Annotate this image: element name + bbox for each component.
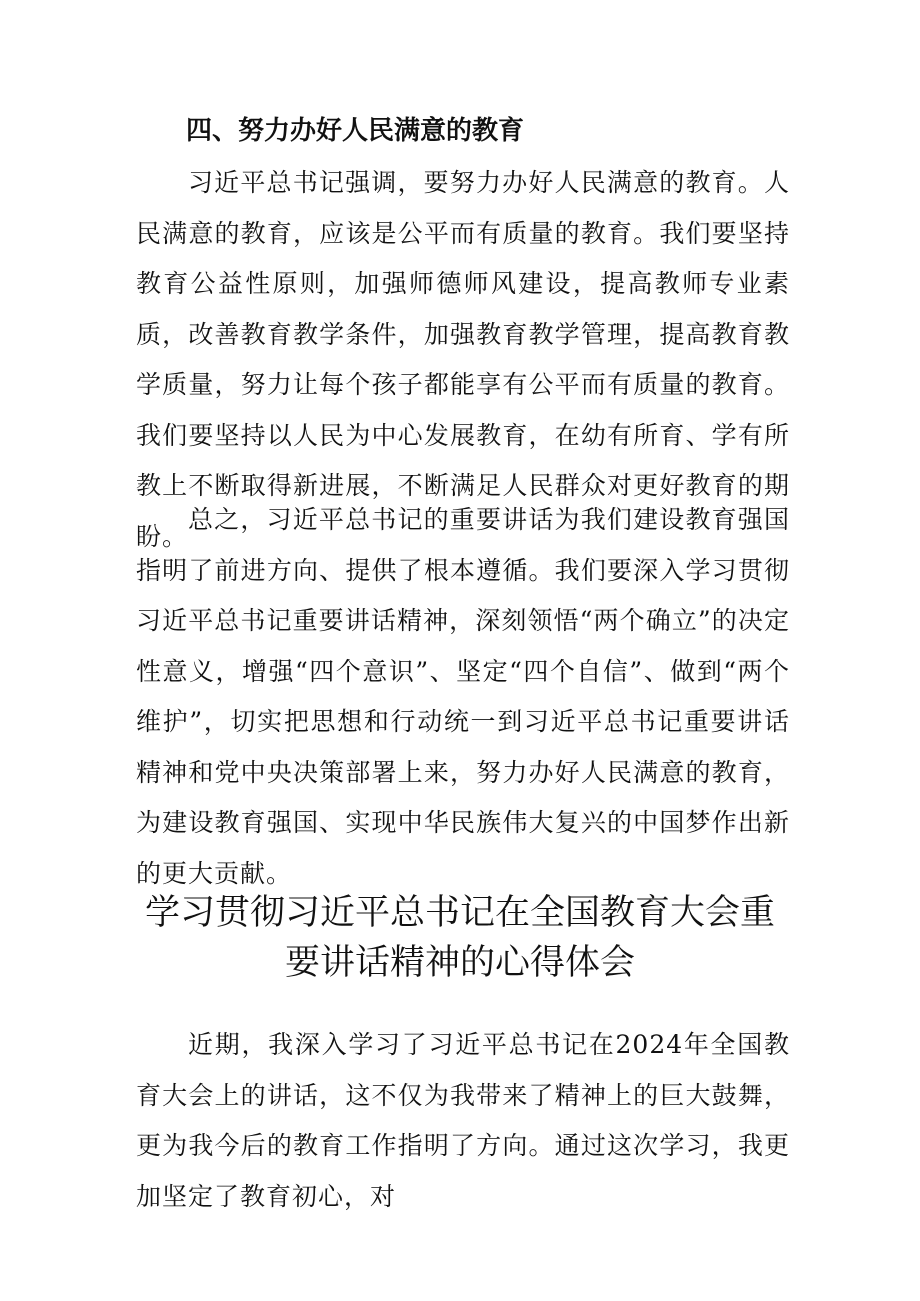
body-paragraph: 总之，习近平总书记的重要讲话为我们建设教育强国指明了前进方向、提供了根本遵循。我们要深入学习贯彻习近平总书记重要讲话精神，深刻领悟“两个确立”的决定性意义，增强“四个意识”、坚定“四个自信”、做到“两个维护”，切实把思想和行动统一到习近平总书记重要讲话精神和党中央决策部署上来，努力办好人民满意的教育，为建设教育强国、实现中华民族伟大复兴的中国梦作出新的更大贡献。 [136,505,790,888]
article-title-line: 学习贯彻习近平总书记在全国教育大会重 [144,893,775,933]
article-title [120,888,800,988]
article-title-line: 要讲话精神的心得体会 [284,943,635,983]
intro-paragraph: 近期，我深入学习了习近平总书记在2024年全国教育大会上的讲话，这不仅为我带来了精神上的巨大鼓舞，更为我今后的教育工作指明了方向。通过这次学习，我更加坚定了教育初心，对 [136,1030,790,1211]
section-heading: 四、努力办好人民满意的教育 [186,116,525,146]
body-paragraph: 习近平总书记强调，要努力办好人民满意的教育。人民满意的教育，应该是公平而有质量的教育。我们要坚持教育公益性原则，加强师德师风建设，提高教师专业素质，改善教育教学条件，加强教育教学管理，提高教育教学质量，努力让每个孩子都能享有公平而有质量的教育。我们要坚持以人民为中心发展教育，在幼有所育、学有所教上不断取得新进展，不断满足人民群众对更好教育的期盼。 [136,168,790,551]
